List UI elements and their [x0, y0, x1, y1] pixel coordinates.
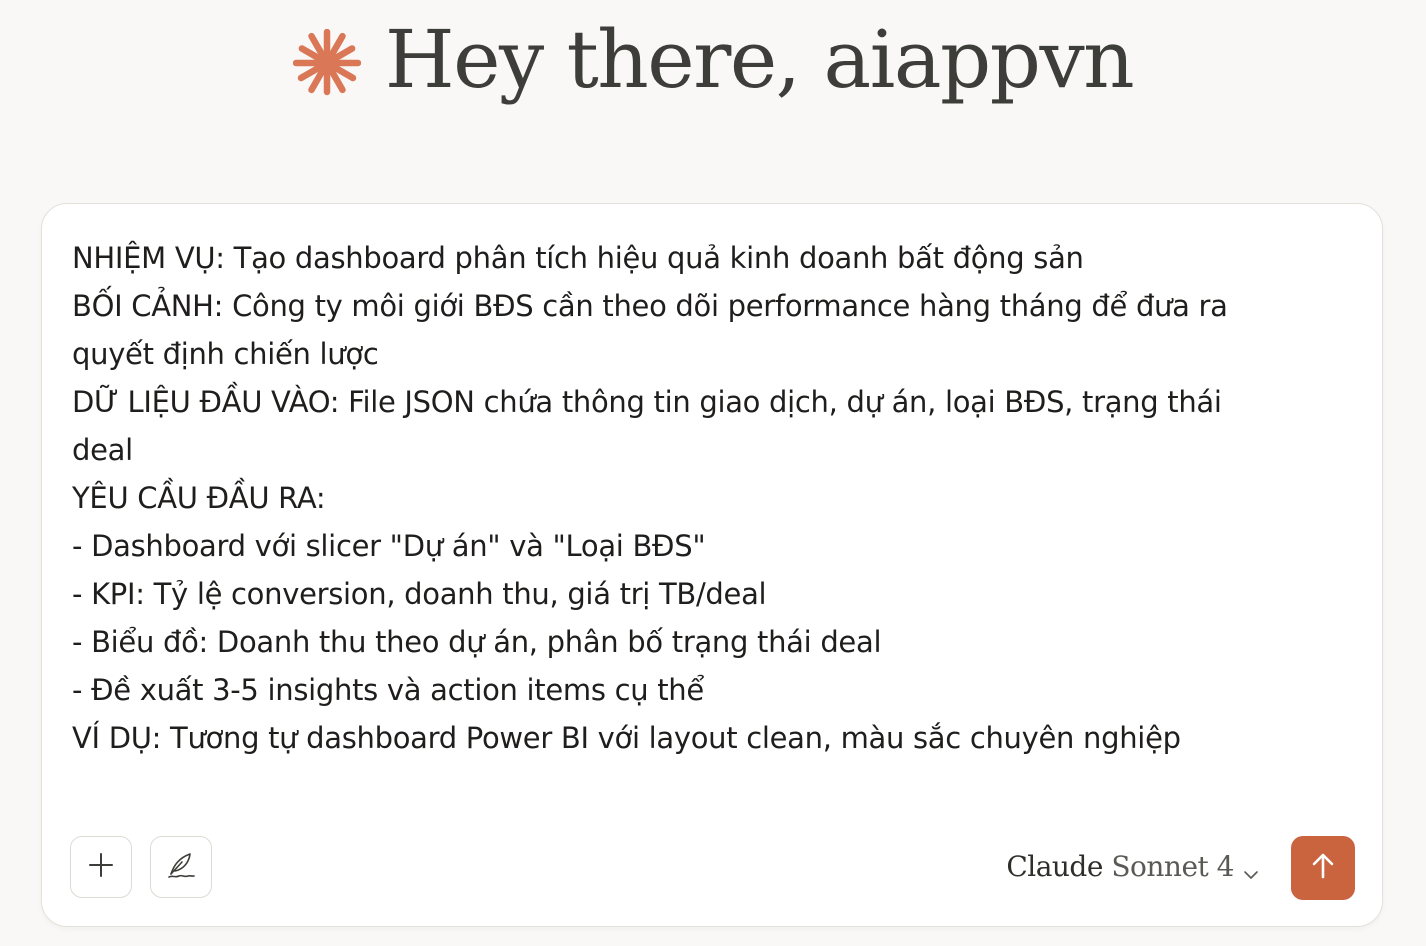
- model-brand: Claude: [1006, 850, 1103, 883]
- send-button[interactable]: [1291, 836, 1355, 900]
- greeting-header: [0, 13, 1426, 106]
- model-name: [1006, 850, 1234, 883]
- model-variant: Sonnet 4: [1111, 850, 1234, 883]
- prompt-line: deal: [72, 433, 133, 467]
- prompt-line: DỮ LIỆU ĐẦU VÀO: File JSON chứa thông tin giao dịch, dự án, loại BĐS, trạng thái: [72, 385, 1222, 419]
- prompt-line: VÍ DỤ: Tương tự dashboard Power BI với layout clean, màu sắc chuyên nghiệp: [72, 721, 1181, 755]
- chevron-down-icon: [1242, 858, 1260, 876]
- message-composer[interactable]: [41, 203, 1383, 927]
- prompt-line: BỐI CẢNH: Công ty môi giới BĐS cần theo dõi performance hàng tháng để đưa ra: [72, 289, 1228, 323]
- prompt-line: - Dashboard với slicer "Dự án" và "Loại BĐS": [72, 529, 706, 563]
- prompt-line: quyết định chiến lược: [72, 337, 379, 371]
- prompt-input[interactable]: [72, 234, 1342, 762]
- add-attachment-button[interactable]: [70, 836, 132, 898]
- arrow-up-icon: [1308, 851, 1338, 886]
- prompt-line: - KPI: Tỷ lệ conversion, doanh thu, giá trị TB/deal: [72, 577, 767, 611]
- greeting-text: Hey there, aiappvn: [384, 13, 1134, 106]
- writing-style-button[interactable]: [150, 836, 212, 898]
- prompt-line: - Biểu đồ: Doanh thu theo dự án, phân bố trạng thái deal: [72, 625, 882, 659]
- claude-spark-icon: [293, 29, 361, 97]
- plus-icon: [87, 851, 115, 884]
- model-selector[interactable]: [1006, 850, 1260, 883]
- prompt-line: - Đề xuất 3-5 insights và action items cụ thể: [72, 673, 704, 707]
- feather-pen-icon: [165, 849, 197, 886]
- prompt-line: NHIỆM VỤ: Tạo dashboard phân tích hiệu quả kinh doanh bất động sản: [72, 241, 1084, 275]
- prompt-line: YÊU CẦU ĐẦU RA:: [72, 481, 326, 515]
